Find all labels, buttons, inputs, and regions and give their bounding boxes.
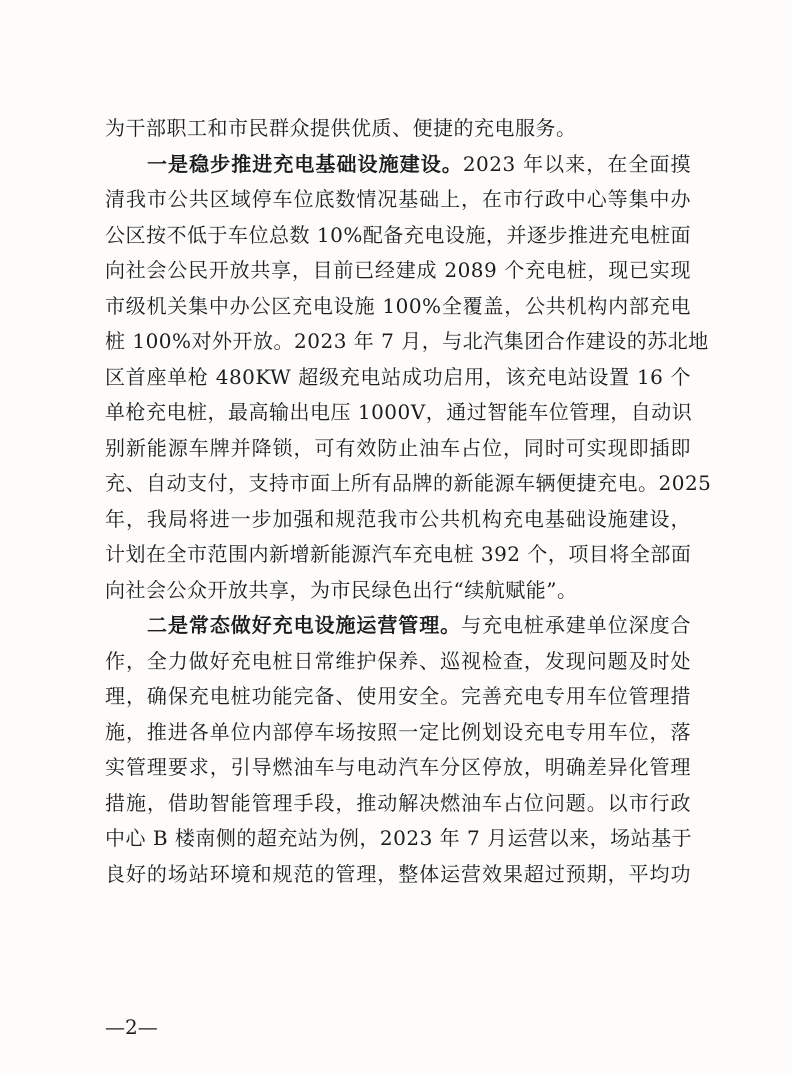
text-line: 单枪充电桩，最高输出电压 1000V，通过智能车位管理，自动识: [105, 400, 693, 424]
text-line: 措施，借助智能管理手段，推动解决燃油车占位问题。以市行政: [105, 790, 691, 815]
text-span: 2023 年以来，在全面摸: [462, 151, 691, 176]
text-line: 良好的场站环境和规范的管理，整体运营效果超过预期，平均功: [105, 861, 691, 886]
text-line: 年，我局将进一步加强和规范我市公共机构充电基础设施建设，: [105, 506, 691, 531]
text-line: 向社会公民开放共享，目前已经建成 2089 个充电桩，现已实现: [105, 258, 691, 282]
text-line: 向社会公众开放共享，为市民绿色出行“续航赋能”。: [105, 577, 578, 602]
section-lead-heading: 二是常态做好充电设施运营管理。: [147, 613, 462, 637]
text-span: 与充电桩承建单位深度合: [461, 613, 692, 637]
paragraph-first-line: [105, 147, 691, 183]
text-line: 市级机关集中办公区充电设施 100%全覆盖，公共机构内部充电: [105, 293, 691, 318]
paragraph-first-line: [105, 608, 691, 644]
text-line: 实管理要求，引导燃油车与电动汽车分区停放，明确差异化管理: [105, 755, 691, 779]
text-line: 公区按不低于车位总数 10%配备充电设施，并逐步推进充电桩面: [105, 222, 691, 247]
text-line: 区首座单枪 480KW 超级充电站成功启用，该充电站设置 16 个: [105, 364, 691, 389]
text-line: 充、自动支付，支持市面上所有品牌的新能源车辆便捷充电。2025: [105, 471, 712, 495]
text-line: 为干部职工和市民群众提供优质、便捷的充电服务。: [105, 116, 577, 140]
text-line: 中心 B 楼南侧的超充站为例，2023 年 7 月运营以来，场站基于: [105, 826, 693, 850]
document-body: [105, 111, 712, 892]
text-line: 计划在全市范围内新增新能源汽车充电桩 392 个，项目将全部面: [105, 542, 692, 566]
text-line: 别新能源车牌并降锁，可有效防止油车占位，同时可实现即插即: [105, 435, 691, 460]
text-line: 作，全力做好充电桩日常维护保养、巡视检查，发现问题及时处: [105, 648, 691, 673]
text-line: 桩 100%对外开放。2023 年 7 月，与北汽集团合作建设的苏北地: [105, 329, 709, 353]
text-line: 施，推进各单位内部停车场按照一定比例划设充电专用车位，落: [105, 719, 691, 744]
text-line: 理，确保充电桩功能完备、使用安全。完善充电专用车位管理措: [105, 684, 691, 708]
text-line: 清我市公共区域停车位底数情况基础上，在市行政中心等集中办: [105, 187, 691, 211]
page-number: —2—: [105, 1015, 158, 1039]
section-lead-heading: 一是稳步推进充电基础设施建设。: [147, 151, 463, 176]
